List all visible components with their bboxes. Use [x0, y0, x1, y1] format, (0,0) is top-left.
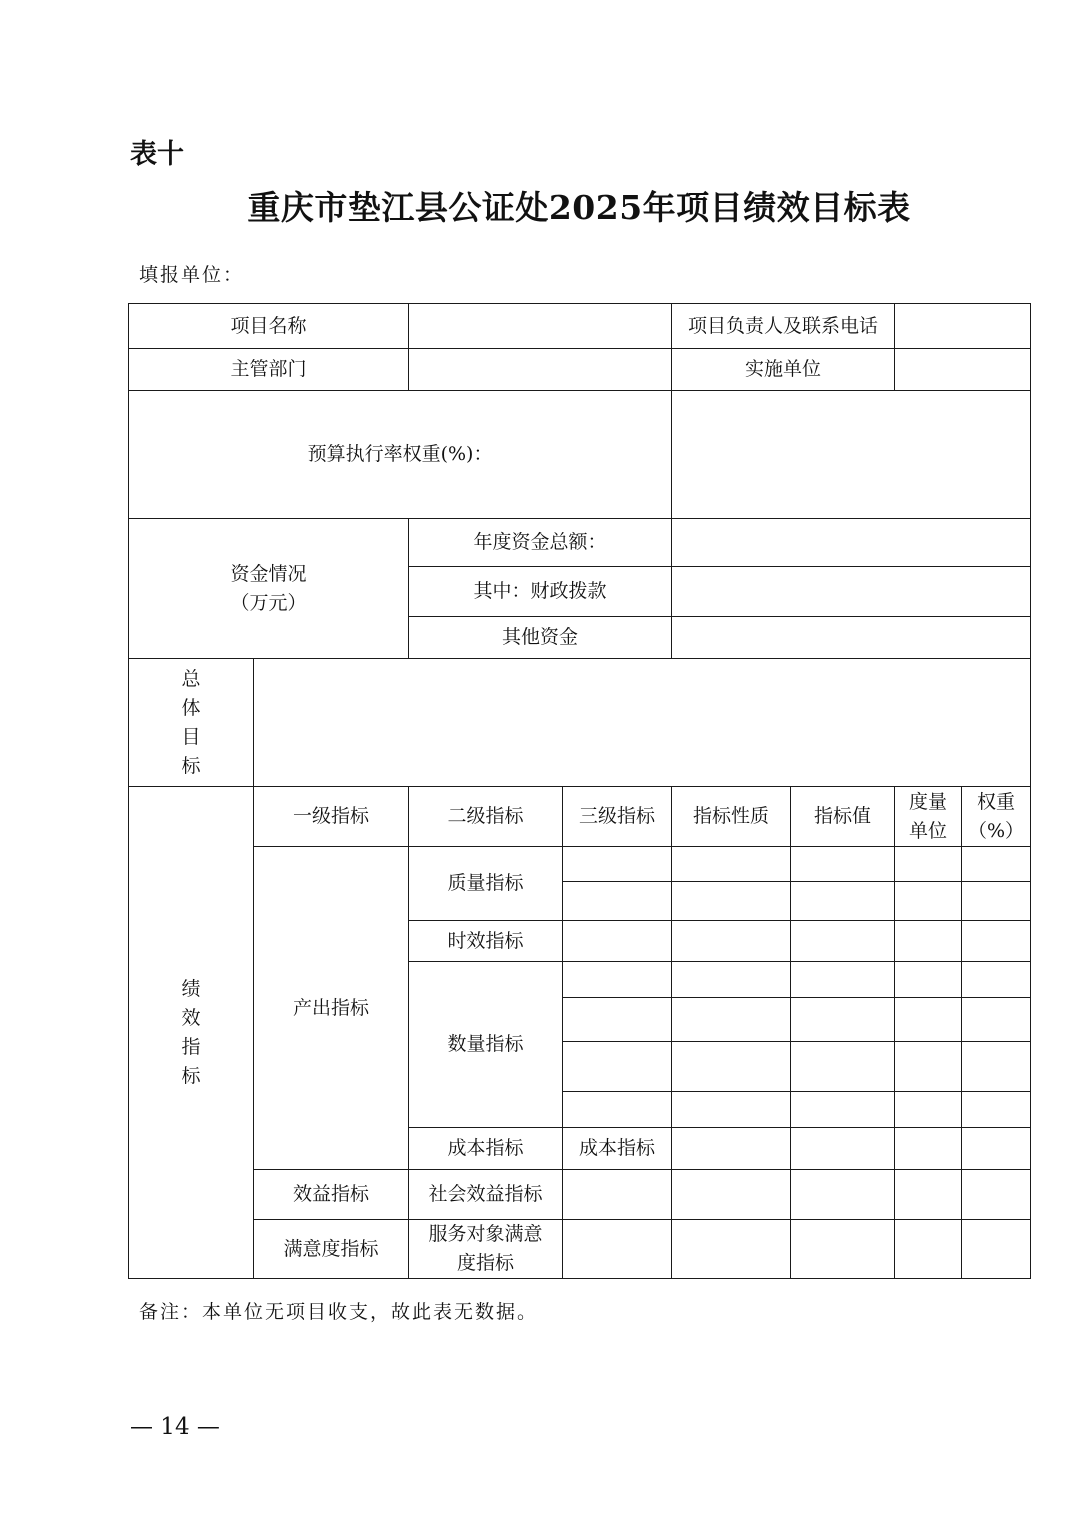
table-label: 表十 [130, 139, 184, 170]
cell [672, 1092, 791, 1128]
header-unit [895, 787, 962, 847]
row-annual-total [129, 519, 1031, 567]
cell [563, 962, 672, 998]
cell [962, 1170, 1031, 1220]
document-title: 重庆市垫江县公证处2025年项目绩效目标表 [247, 188, 911, 227]
overall-goal-char: 目 [181, 725, 201, 748]
cell [791, 921, 895, 962]
quantity-indicator-label: 数量指标 [409, 962, 563, 1128]
table-row [129, 1220, 1031, 1279]
cell [962, 998, 1031, 1042]
department-value [409, 349, 672, 391]
fiscal-value [672, 567, 1031, 617]
output-indicator-label: 产出指标 [254, 847, 409, 1170]
header-value: 指标值 [791, 787, 895, 847]
cell [563, 921, 672, 962]
cell [672, 921, 791, 962]
overall-goal-value [254, 659, 1031, 787]
cell [672, 1170, 791, 1220]
cell [791, 847, 895, 882]
cell [563, 1042, 672, 1092]
cell [895, 1042, 962, 1092]
funds-label-line2: （万元） [230, 591, 307, 614]
cell [962, 1220, 1031, 1279]
header-level2: 二级指标 [409, 787, 563, 847]
overall-goal-char: 体 [181, 696, 201, 719]
timeliness-indicator-label: 时效指标 [409, 921, 563, 962]
cell [672, 962, 791, 998]
cell [791, 882, 895, 921]
project-name-label: 项目名称 [129, 304, 409, 349]
project-leader-label: 项目负责人及联系电话 [672, 304, 895, 349]
cell [791, 1170, 895, 1220]
cell [895, 1220, 962, 1279]
performance-indicator-label [129, 787, 254, 1279]
performance-goal-table [128, 303, 1031, 1279]
cell [895, 921, 962, 962]
cell [962, 847, 1031, 882]
overall-goal-char: 标 [181, 754, 201, 777]
department-label: 主管部门 [129, 349, 409, 391]
cell [962, 962, 1031, 998]
budget-weight-value [672, 391, 1031, 519]
cell [791, 1128, 895, 1170]
header-unit-line2: 单位 [909, 819, 948, 842]
cell [895, 847, 962, 882]
funds-label [129, 519, 409, 659]
cell [791, 1092, 895, 1128]
project-name-value [409, 304, 672, 349]
cell [791, 1042, 895, 1092]
fiscal-label: 其中：财政拨款 [409, 567, 672, 617]
cell [672, 882, 791, 921]
annual-total-value [672, 519, 1031, 567]
table-row [129, 1170, 1031, 1220]
benefit-indicator-l1: 效益指标 [254, 1170, 409, 1220]
overall-goal-label [129, 659, 254, 787]
row-project-name [129, 304, 1031, 349]
cell [791, 962, 895, 998]
cell [563, 1170, 672, 1220]
header-nature: 指标性质 [672, 787, 791, 847]
cell [672, 847, 791, 882]
header-unit-line1: 度量 [909, 790, 948, 813]
quality-indicator-label: 质量指标 [409, 847, 563, 921]
cell [791, 998, 895, 1042]
cell [563, 1220, 672, 1279]
cell [962, 921, 1031, 962]
project-leader-value [895, 304, 1031, 349]
cell [895, 882, 962, 921]
header-weight-line1: 权重 [977, 790, 1016, 813]
other-funds-value [672, 617, 1031, 659]
overall-goal-char: 总 [181, 667, 201, 690]
cost-indicator-l1: 成本指标 [409, 1128, 563, 1170]
cell [895, 1170, 962, 1220]
cell [672, 1220, 791, 1279]
header-weight-line2: （%） [968, 819, 1025, 842]
row-department [129, 349, 1031, 391]
satisfaction-indicator-l1: 满意度指标 [254, 1220, 409, 1279]
cell [563, 998, 672, 1042]
header-level3: 三级指标 [563, 787, 672, 847]
cost-indicator-l2: 成本指标 [563, 1128, 672, 1170]
cell [895, 1128, 962, 1170]
fill-unit-label: 填报单位： [139, 264, 245, 286]
funds-label-line1: 资金情况 [230, 562, 307, 585]
implementer-value [895, 349, 1031, 391]
cell [962, 882, 1031, 921]
page-number: — 14 — [130, 1414, 220, 1440]
satisfaction-indicator-l2-line2: 度指标 [457, 1252, 515, 1274]
cell [563, 1092, 672, 1128]
cell [895, 962, 962, 998]
header-level1: 一级指标 [254, 787, 409, 847]
implementer-label: 实施单位 [672, 349, 895, 391]
cell [962, 1092, 1031, 1128]
performance-indicator-char: 标 [181, 1064, 201, 1087]
cell [672, 1128, 791, 1170]
cell [672, 1042, 791, 1092]
performance-indicator-char: 绩 [181, 977, 201, 1000]
budget-weight-label: 预算执行率权重(%)： [129, 391, 672, 519]
performance-indicator-char: 指 [181, 1035, 201, 1058]
other-funds-label: 其他资金 [409, 617, 672, 659]
cell [962, 1128, 1031, 1170]
cell [791, 1220, 895, 1279]
table-row [129, 847, 1031, 882]
cell [962, 1042, 1031, 1092]
cell [895, 998, 962, 1042]
cell [895, 1092, 962, 1128]
benefit-indicator-l2: 社会效益指标 [409, 1170, 563, 1220]
remarks-note: 备注：本单位无项目收支，故此表无数据。 [139, 1301, 539, 1323]
cell [672, 998, 791, 1042]
satisfaction-indicator-l2 [409, 1220, 563, 1279]
row-budget-weight [129, 391, 1031, 519]
row-indicator-header [129, 787, 1031, 847]
satisfaction-indicator-l2-line1: 服务对象满意 [428, 1223, 543, 1245]
cell [563, 882, 672, 921]
header-weight [962, 787, 1031, 847]
row-overall-goal [129, 659, 1031, 787]
cell [563, 847, 672, 882]
performance-indicator-char: 效 [181, 1006, 201, 1029]
annual-total-label: 年度资金总额： [409, 519, 672, 567]
